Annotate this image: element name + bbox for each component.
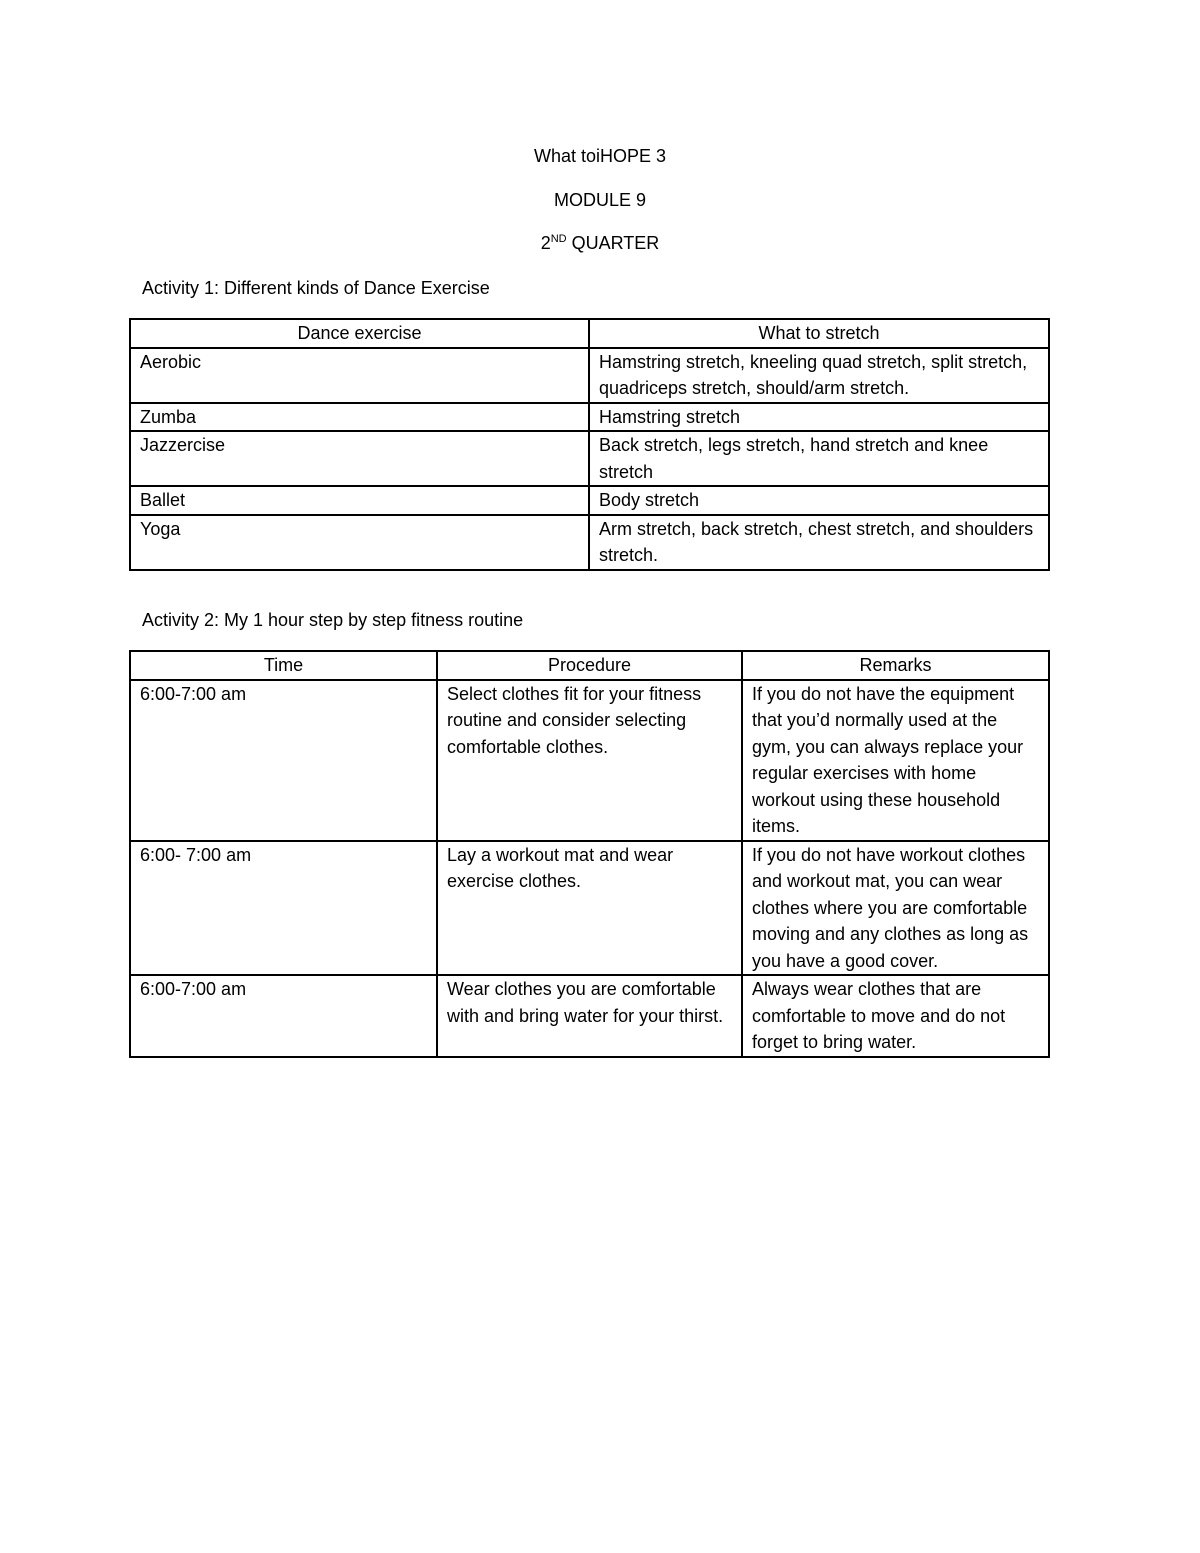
column-header-what-to-stretch: What to stretch <box>589 319 1049 348</box>
table-row <box>130 841 1049 976</box>
table-header-row <box>130 651 1049 680</box>
table-row <box>130 348 1049 403</box>
stretch-cell: Body stretch <box>589 486 1049 515</box>
column-header-time: Time <box>130 651 437 680</box>
procedure-cell: Lay a workout mat and wear exercise clothes. <box>437 841 742 976</box>
remarks-cell: If you do not have the equipment that you’d normally used at the gym, you can always replace your regular exercises with home workout using these household items. <box>742 680 1049 841</box>
dance-exercise-cell: Zumba <box>130 403 589 432</box>
quarter-superscript: ND <box>550 233 567 245</box>
table-row <box>130 431 1049 486</box>
column-header-dance-exercise: Dance exercise <box>130 319 589 348</box>
stretch-cell: Back stretch, legs stretch, hand stretch and knee stretch <box>589 431 1049 486</box>
dance-exercise-table <box>129 318 1050 571</box>
column-header-remarks: Remarks <box>742 651 1049 680</box>
activity1-heading: Activity 1: Different kinds of Dance Exercise <box>142 278 490 298</box>
activity2-heading: Activity 2: My 1 hour step by step fitness routine <box>142 610 524 630</box>
stretch-cell: Hamstring stretch <box>589 403 1049 432</box>
time-cell: 6:00-7:00 am <box>130 680 437 841</box>
table-row <box>130 975 1049 1057</box>
table-row <box>130 403 1049 432</box>
dance-exercise-cell: Aerobic <box>130 348 589 403</box>
quarter-word: QUARTER <box>566 233 660 253</box>
stretch-cell: Hamstring stretch, kneeling quad stretch, split stretch, quadriceps stretch, should/arm stretch. <box>589 348 1049 403</box>
table-row <box>130 486 1049 515</box>
fitness-routine-table <box>129 650 1050 1058</box>
module-label: MODULE 9 <box>553 190 647 210</box>
table-row <box>130 515 1049 570</box>
time-cell: 6:00-7:00 am <box>130 975 437 1057</box>
document-title: What toiHOPE 3 <box>533 146 667 166</box>
table-row <box>130 680 1049 841</box>
table-header-row <box>130 319 1049 348</box>
dance-exercise-cell: Jazzercise <box>130 431 589 486</box>
procedure-cell: Wear clothes you are comfortable with and bring water for your thirst. <box>437 975 742 1057</box>
remarks-cell: Always wear clothes that are comfortable to move and do not forget to bring water. <box>742 975 1049 1057</box>
quarter-number: 2 <box>540 233 551 253</box>
quarter-label <box>0 232 1200 254</box>
remarks-cell: If you do not have workout clothes and workout mat, you can wear clothes where you are comfortable moving and any clothes as long as you have a good cover. <box>742 841 1049 976</box>
procedure-cell: Select clothes fit for your fitness routine and consider selecting comfortable clothes. <box>437 680 742 841</box>
dance-exercise-cell: Yoga <box>130 515 589 570</box>
column-header-procedure: Procedure <box>437 651 742 680</box>
time-cell: 6:00- 7:00 am <box>130 841 437 976</box>
dance-exercise-cell: Ballet <box>130 486 589 515</box>
stretch-cell: Arm stretch, back stretch, chest stretch, and shoulders stretch. <box>589 515 1049 570</box>
